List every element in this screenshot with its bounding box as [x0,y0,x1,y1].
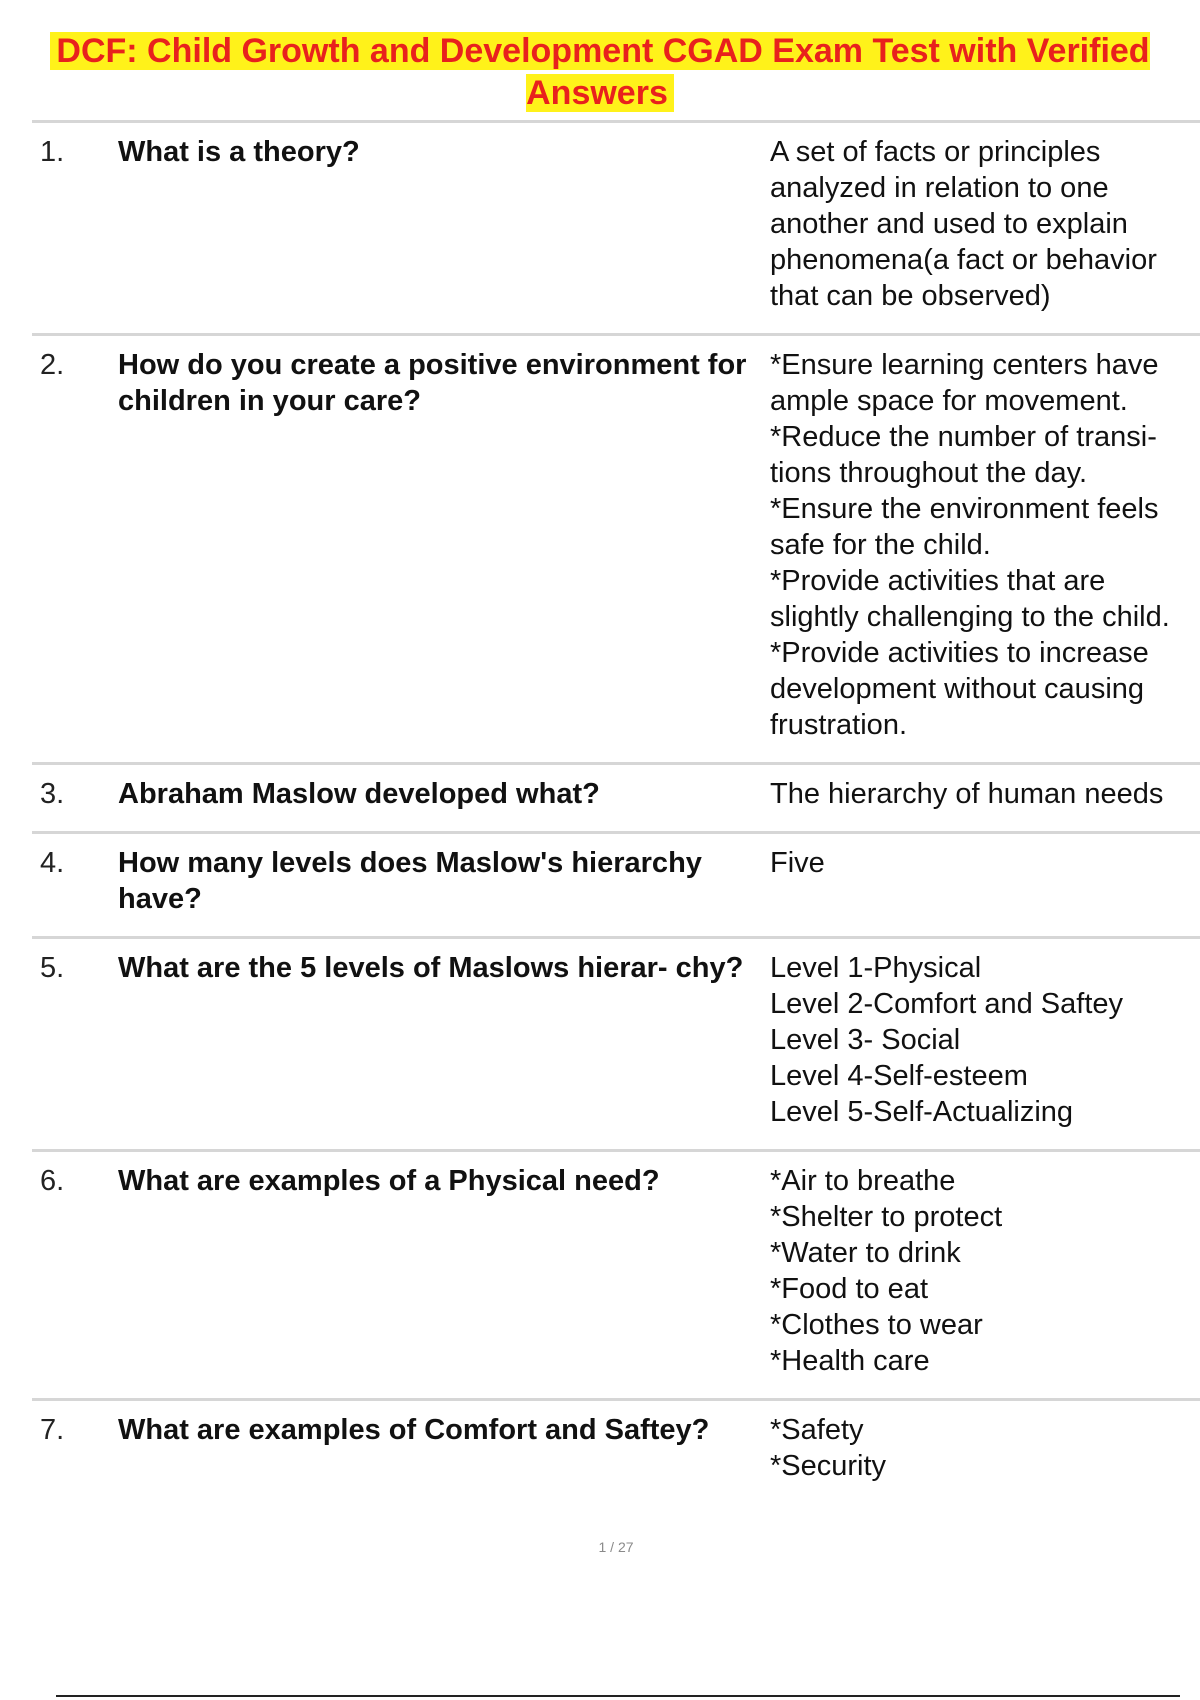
answer-text: *Safety *Security [770,1414,887,1482]
question-text: What are examples of Comfort and Saftey? [118,1414,710,1446]
answer-text: A set of facts or principles analyzed in relation to one another and used to explain phenomena(a fact or behavior that can be observed) [770,136,1157,312]
question-number: 3. [40,778,65,810]
answer-text: The hierarchy of human needs [770,778,1164,810]
answer-text: *Ensure learning centers have ample space for movement. *Reduce the number of transi- tions throughout the day. *Ensure the environment feels safe for the child. *Provide activities that are slightly challenging to the child. *Provide activities to increase development without causing frustration. [770,349,1170,741]
question-number: 7. [40,1414,65,1446]
question-number: 2. [40,349,65,381]
qa-list [32,120,1200,1503]
question-number: 6. [40,1165,65,1197]
question-text: What is a theory? [118,136,360,168]
question-number: 1. [40,136,65,168]
question-text: How many levels does Maslow's hierarchy have? [118,847,702,915]
qa-row [32,831,1200,936]
page-counter: 1 / 27 [598,1539,634,1555]
question-number: 5. [40,952,65,984]
qa-row [32,1149,1200,1398]
answer-text: *Air to breathe *Shelter to protect *Water to drink *Food to eat *Clothes to wear *Health care [770,1165,1003,1377]
question-number: 4. [40,847,65,879]
qa-row [32,333,1200,762]
question-text: What are examples of a Physical need? [118,1165,660,1197]
page-title [0,30,1200,114]
qa-row [32,1398,1200,1503]
question-text: What are the 5 levels of Maslows hierar- chy? [118,952,744,984]
qa-row [32,762,1200,831]
page-title-text: DCF: Child Growth and Development CGAD Exam Test with Verified Answers [50,32,1149,112]
bottom-rule [56,1695,1180,1697]
question-text: How do you create a positive environment for children in your care? [118,349,747,417]
answer-text: Level 1-Physical Level 2-Comfort and Saftey Level 3- Social Level 4-Self-esteem Level 5-Self-Actualizing [770,952,1124,1128]
answer-text: Five [770,847,825,879]
question-text: Abraham Maslow developed what? [118,778,600,810]
qa-row [32,120,1200,333]
qa-row [32,936,1200,1149]
